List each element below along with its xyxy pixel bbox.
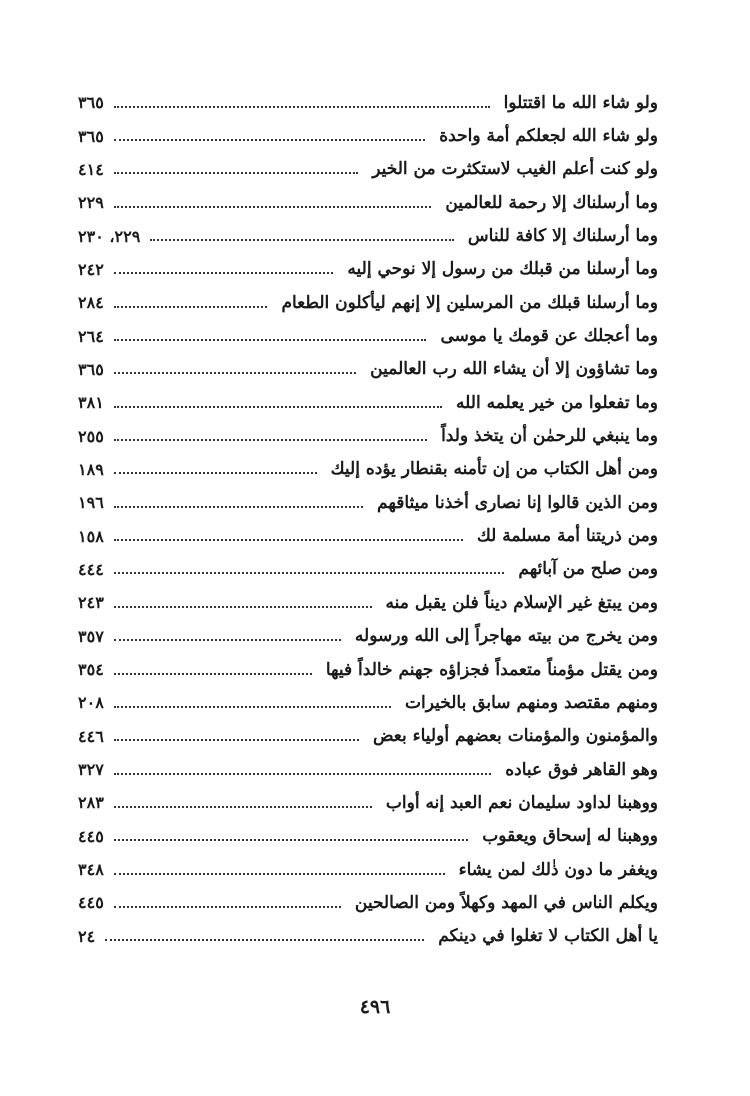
entry-text: ويكلم الناس في المهد وكهلاً ومن الصالحين: [354, 892, 658, 913]
entry-page-number: ٣٢٧: [78, 760, 104, 780]
entry-page-number: ٢٤٣: [78, 593, 104, 613]
dot-leader: [114, 873, 445, 875]
entry-page-number: ٢٥٥: [78, 426, 104, 446]
dot-leader: [114, 472, 317, 474]
entry-page-number: ٤٤٥: [78, 826, 104, 846]
index-entry: [78, 820, 658, 853]
entry-text: وهو القاهر فوق عباده: [505, 759, 658, 780]
entry-text: وما ينبغي للرحمٰن أن يتخذ ولداً: [441, 426, 658, 447]
verse-index-list: [78, 86, 658, 953]
dot-leader: [114, 606, 372, 608]
index-entry: [78, 686, 658, 719]
index-entry: [78, 353, 658, 386]
dot-leader: [114, 439, 427, 441]
index-entry: [78, 486, 658, 519]
dot-leader: [114, 106, 490, 108]
dot-leader: [150, 239, 454, 241]
entry-page-number: ٢٤: [78, 926, 96, 946]
dot-leader: [114, 706, 391, 708]
index-entry: [78, 86, 658, 119]
entry-text: ومن صلح من آبائهم: [518, 559, 658, 580]
index-entry: [78, 720, 658, 753]
entry-page-number: ٢٨٣: [78, 793, 104, 813]
index-entry: [78, 219, 658, 252]
entry-text: ووهبنا لداود سليمان نعم العبد إنه أواب: [385, 792, 658, 813]
entry-page-number: ٣٨١: [78, 393, 104, 413]
dot-leader: [114, 372, 356, 374]
entry-page-number: ٢٨٤: [78, 293, 104, 313]
dot-leader: [114, 539, 463, 541]
index-entry: [78, 319, 658, 352]
dot-leader: [114, 272, 334, 274]
index-entry: [78, 186, 658, 219]
dot-leader: [114, 839, 469, 841]
dot-leader: [114, 139, 425, 141]
entry-text: ومن يخرج من بيته مهاجراً إلى الله ورسوله: [354, 626, 658, 647]
index-entry: [78, 620, 658, 653]
entry-text: ومن يبتغ غير الإسلام ديناً فلن يقبل منه: [385, 592, 658, 613]
index-entry: [78, 286, 658, 319]
entry-page-number: ٤١٤: [78, 159, 104, 179]
dot-leader: [114, 639, 341, 641]
entry-text: وما أرسلنا من قبلك من رسول إلا نوحي إليه: [347, 259, 658, 280]
entry-page-number: ٢٢٩، ٢٣٠: [78, 226, 141, 246]
entry-page-number: ٣٥٧: [78, 626, 104, 646]
index-entry: [78, 786, 658, 819]
entry-page-number: ٢٢٩: [78, 193, 104, 213]
dot-leader: [114, 306, 268, 308]
index-entry: [78, 453, 658, 486]
entry-text: ولو كنت أعلم الغيب لاستكثرت من الخير: [372, 159, 658, 180]
dot-leader: [114, 339, 427, 341]
entry-page-number: ٢٠٨: [78, 693, 104, 713]
index-entry: [78, 153, 658, 186]
entry-page-number: ٣٦٥: [78, 126, 104, 146]
entry-page-number: ٤٤٥: [78, 893, 104, 913]
entry-text: ومن يقتل مؤمناً متعمداً فجزاؤه جهنم خالداً فيها: [325, 659, 658, 680]
entry-page-number: ٤٤٤: [78, 559, 104, 579]
index-entry: [78, 853, 658, 886]
index-entry: [78, 519, 658, 552]
entry-page-number: ٣٦٥: [78, 93, 104, 113]
dot-leader: [114, 906, 341, 908]
dot-leader: [114, 406, 442, 408]
entry-text: ووهبنا له إسحاق ويعقوب: [482, 826, 658, 847]
entry-text: وما أرسلناك إلا رحمة للعالمين: [445, 192, 658, 213]
entry-text: والمؤمنون والمؤمنات بعضهم أولياء بعض: [372, 726, 658, 747]
dot-leader: [114, 572, 505, 574]
entry-page-number: ١٨٩: [78, 459, 104, 479]
index-entry: [78, 753, 658, 786]
entry-text: وما تفعلوا من خير يعلمه الله: [456, 392, 658, 413]
entry-text: وما تشاؤون إلا أن يشاء الله رب العالمين: [370, 359, 658, 380]
entry-text: ولو شاء الله لجعلكم أمة واحدة: [439, 126, 658, 147]
dot-leader: [114, 172, 358, 174]
dot-leader: [114, 206, 432, 208]
index-entry: [78, 419, 658, 452]
dot-leader: [114, 773, 491, 775]
entry-page-number: ١٥٨: [78, 526, 104, 546]
index-entry: [78, 886, 658, 919]
index-entry: [78, 920, 658, 953]
dot-leader: [105, 939, 424, 941]
entry-page-number: ٢٤٢: [78, 259, 104, 279]
entry-text: ومنهم مقتصد ومنهم سابق بالخيرات: [405, 692, 658, 713]
entry-page-number: ٣٤٨: [78, 860, 104, 880]
index-entry: [78, 586, 658, 619]
index-entry: [78, 119, 658, 152]
index-entry: [78, 386, 658, 419]
index-entry: [78, 553, 658, 586]
dot-leader: [114, 739, 359, 741]
index-entry: [78, 653, 658, 686]
entry-text: ولو شاء الله ما اقتتلوا: [503, 92, 658, 113]
entry-text: وما أرسلنا قبلك من المرسلين إلا إنهم ليأكلون الطعام: [281, 292, 658, 313]
entry-page-number: ٢٦٤: [78, 326, 104, 346]
entry-text: يا أهل الكتاب لا تغلوا في دينكم: [438, 926, 658, 947]
dot-leader: [114, 506, 363, 508]
index-entry: [78, 253, 658, 286]
dot-leader: [114, 806, 372, 808]
entry-page-number: ٣٦٥: [78, 359, 104, 379]
entry-page-number: ٣٥٤: [78, 660, 104, 680]
entry-text: ومن أهل الكتاب من إن تأمنه بقنطار يؤده إليك: [330, 459, 658, 480]
dot-leader: [114, 673, 312, 675]
page-number: ٤٩٦: [359, 996, 391, 1018]
entry-text: ومن الذين قالوا إنا نصارى أخذنا ميثاقهم: [377, 492, 658, 513]
entry-text: وما أعجلك عن قومك يا موسى: [440, 326, 658, 347]
entry-page-number: ٤٤٦: [78, 726, 104, 746]
entry-text: ومن ذريتنا أمة مسلمة لك: [476, 526, 658, 547]
entry-text: وما أرسلناك إلا كافة للناس: [467, 226, 658, 247]
entry-page-number: ١٩٦: [78, 493, 104, 513]
entry-text: ويغفر ما دون ذٰلك لمن يشاء: [458, 859, 658, 880]
